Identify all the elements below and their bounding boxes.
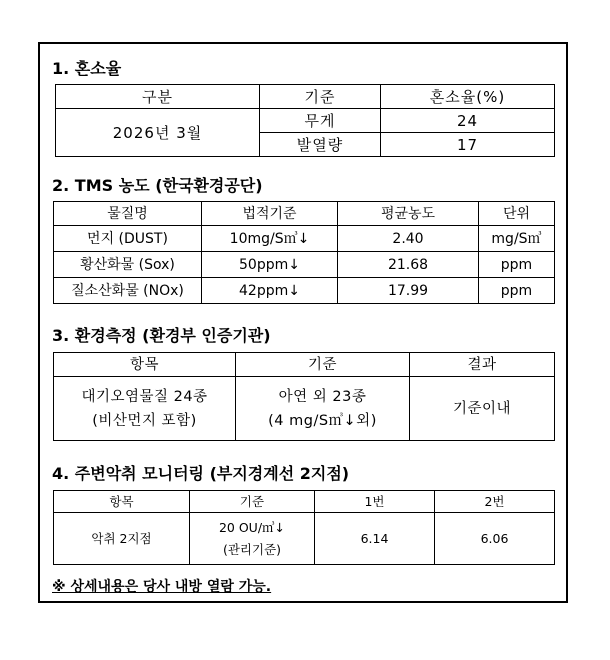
header-ratio: 혼소율(%): [381, 85, 555, 109]
standard-cell: 50ppm↓: [202, 252, 338, 278]
item-line2: (비산먼지 포함): [92, 412, 197, 429]
standard-line1: 20 OU/㎥↓: [218, 519, 286, 535]
header-result: 결과: [410, 353, 555, 377]
env-measure-table: [53, 352, 555, 441]
point2-value: 6.06: [435, 513, 555, 565]
footnote: ※ 상세내용은 당사 내방 열람 가능.: [52, 579, 272, 595]
criterion-heat: 발열량: [260, 133, 381, 157]
header-point1: 1번: [315, 491, 435, 513]
substance-cell: 황산화물 (Sox): [54, 252, 202, 278]
standard-cell: 42ppm↓: [202, 278, 338, 304]
standard-line2: (4 mg/S㎥↓외): [268, 412, 377, 429]
document-frame: [38, 42, 568, 603]
header-point2: 2번: [435, 491, 555, 513]
standard-line2: (관리기준): [222, 541, 282, 557]
standard-cell: 10mg/S㎥↓: [202, 226, 338, 252]
standard-cell: [236, 377, 410, 441]
standard-line1: 아연 외 23종: [278, 388, 367, 405]
table-row: [54, 252, 555, 278]
header-category: 구분: [56, 85, 260, 109]
co-firing-table: [55, 84, 555, 157]
section4-title: 4. 주변악취 모니터링 (부지경계선 2지점): [52, 464, 350, 483]
substance-cell: 질소산화물 (NOx): [54, 278, 202, 304]
table-row: [54, 226, 555, 252]
section1-title: 1. 혼소율: [52, 59, 122, 78]
header-average: 평균농도: [338, 202, 479, 226]
ratio-heat: 17: [381, 133, 555, 157]
average-cell: 17.99: [338, 278, 479, 304]
result-cell: 기준이내: [410, 377, 555, 441]
section2-title: 2. TMS 농도 (한국환경공단): [52, 176, 263, 195]
point1-value: 6.14: [315, 513, 435, 565]
unit-cell: ppm: [479, 278, 555, 304]
header-item: 항목: [54, 491, 190, 513]
item-line1: 대기오염물질 24종: [81, 388, 208, 405]
period-cell: 2026년 3월: [56, 109, 260, 157]
header-unit: 단위: [479, 202, 555, 226]
ratio-weight: 24: [381, 109, 555, 133]
header-criterion: 기준: [260, 85, 381, 109]
standard-cell: [190, 513, 315, 565]
substance-cell: 먼지 (DUST): [54, 226, 202, 252]
header-substance: 물질명: [54, 202, 202, 226]
odor-table: [53, 490, 555, 565]
item-cell: 악취 2지점: [54, 513, 190, 565]
average-cell: 2.40: [338, 226, 479, 252]
header-legal-standard: 법적기준: [202, 202, 338, 226]
header-item: 항목: [54, 353, 236, 377]
header-standard: 기준: [236, 353, 410, 377]
header-standard: 기준: [190, 491, 315, 513]
tms-table: [53, 201, 555, 304]
average-cell: 21.68: [338, 252, 479, 278]
item-cell: [54, 377, 236, 441]
unit-cell: mg/S㎥: [479, 226, 555, 252]
section3-title: 3. 환경측정 (환경부 인증기관): [52, 326, 271, 345]
criterion-weight: 무게: [260, 109, 381, 133]
unit-cell: ppm: [479, 252, 555, 278]
table-row: [54, 278, 555, 304]
